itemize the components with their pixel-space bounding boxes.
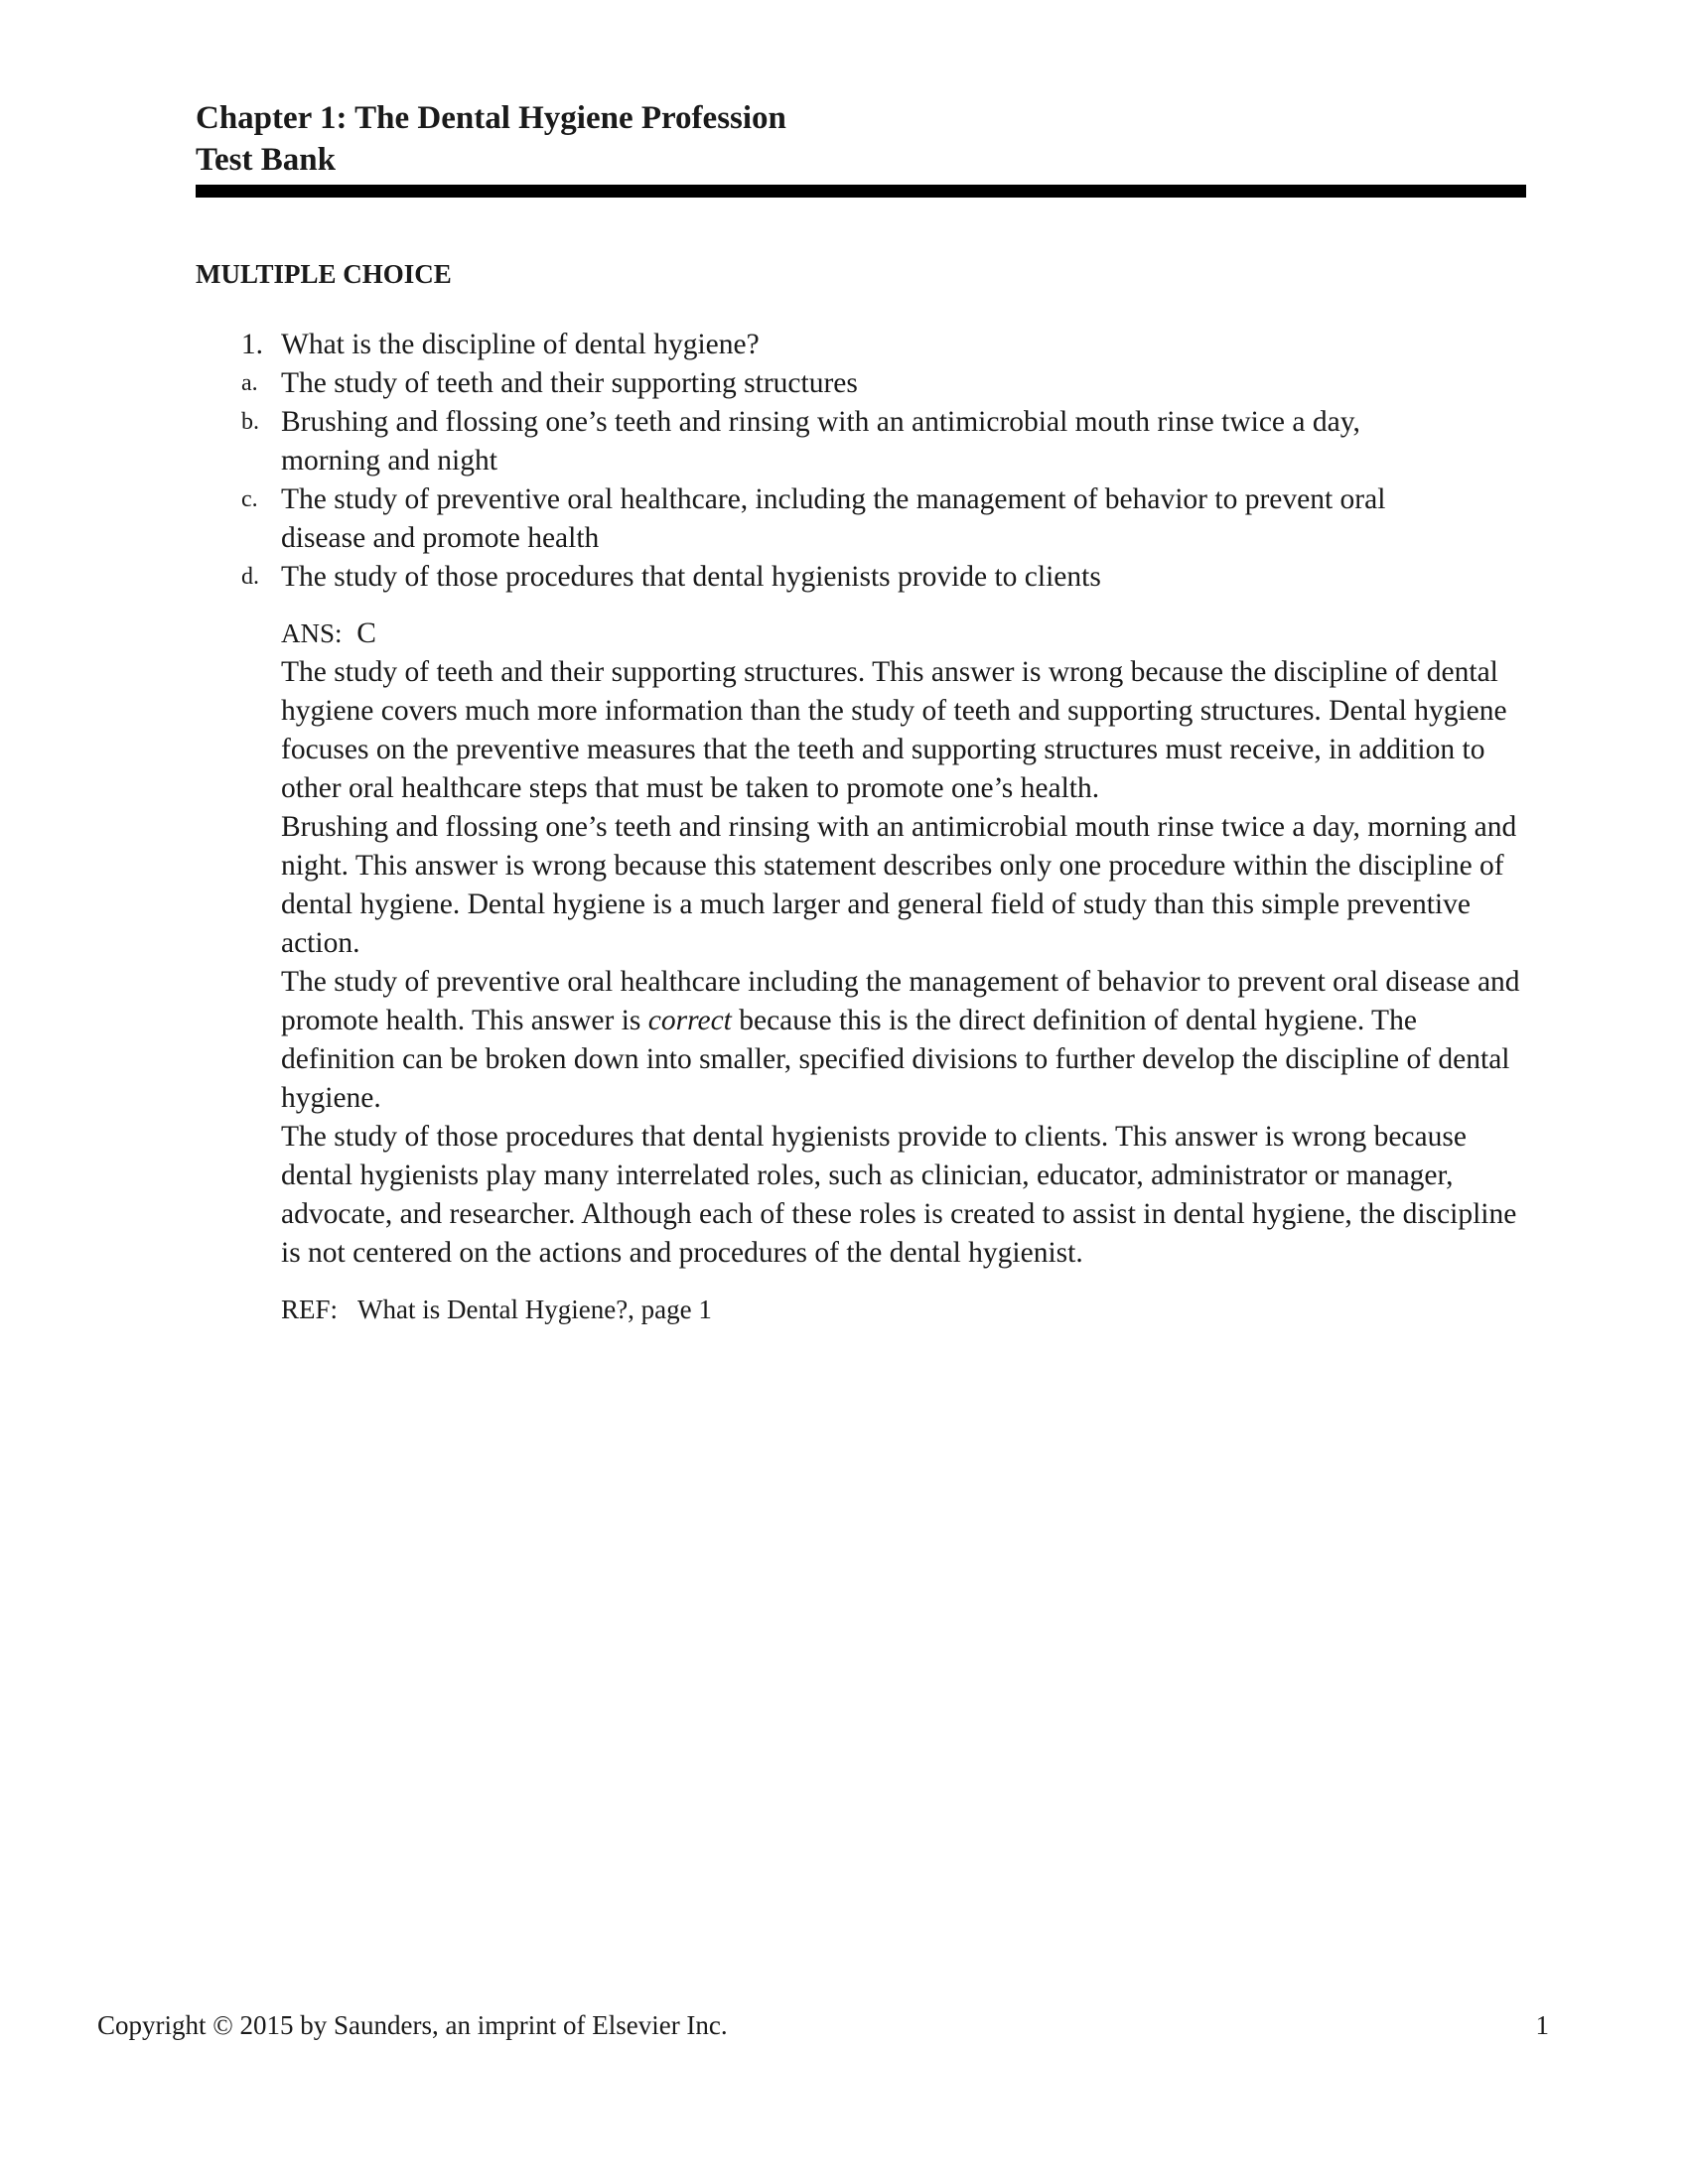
correct-emphasis: correct [647,1005,732,1036]
option-text: The study of those procedures that dental hygienists provide to clients [281,561,1101,593]
rationale-a: The study of teeth and their supporting structures. This answer is wrong because the discipline of dental hygiene covers much more information than the study of teeth and supporting structures. Dental hygiene focuses on the preventive measures that the teeth and supporting structures must receive, in addition to other oral healthcare steps that must be taken to promote one’s health. [281,656,1507,804]
header-divider [196,185,1526,198]
document-header [196,97,1526,181]
option-b [196,403,1531,480]
rationale-d: The study of those procedures that dental hygienists provide to clients. This answer is wrong because dental hygienists play many interrelated roles, such as clinician, educator, administrator or manager, advocate, and researcher. Although each of these roles is created to assist in dental hygiene, the discipline is not centered on the actions and procedures of the dental hygienist. [281,1121,1517,1269]
rationale-c: The study of preventive oral healthcare including the management of behavior to prevent oral disease and promote health. This answer is correct because this is the direct definition of dental hygiene. The definition can be broken down into smaller, specified divisions to further develop the discipline of dental hygiene. [281,966,1520,1114]
option-letter: c. [241,486,258,512]
option-letter: a. [241,370,258,396]
answer-value: C [356,617,376,649]
question-text: What is the discipline of dental hygiene? [281,329,760,360]
copyright-notice: Copyright © 2015 by Saunders, an imprint of Elsevier Inc. [97,2010,728,2040]
rationale [281,653,1531,1273]
question-number: 1. [240,329,263,360]
section-heading: MULTIPLE CHOICE [196,259,452,289]
rationale-b: Brushing and flossing one’s teeth and rinsing with an antimicrobial mouth rinse twice a day, morning and night. This answer is wrong because this statement describes only one procedure within the discipline of dental hygiene. Dental hygiene is a much larger and general field of study than this simple preventive action. [281,811,1517,959]
question-stem [196,326,1531,364]
ref-label: REF: [281,1295,339,1324]
question-block [196,326,1531,1329]
reference [281,1291,1531,1329]
option-text: The study of preventive oral healthcare, including the management of behavior to prevent oral disease and promote health [281,483,1386,554]
option-text: The study of teeth and their supporting structures [281,367,858,399]
answer-options [196,364,1531,597]
ref-value: What is Dental Hygiene?, page 1 [357,1295,712,1324]
answer-label: ANS: [281,618,343,648]
option-a [196,364,1531,403]
option-letter: b. [241,409,259,435]
option-c [196,480,1531,558]
page-footer [97,2007,1549,2043]
test-bank-subtitle: Test Bank [196,142,336,178]
option-d [196,558,1531,597]
answer-area [281,614,1531,1329]
page-number: 1 [1535,2010,1549,2040]
chapter-title: Chapter 1: The Dental Hygiene Profession [196,100,786,136]
option-text: Brushing and flossing one’s teeth and rinsing with an antimicrobial mouth rinse twice a day, morning and night [281,406,1360,477]
option-letter: d. [241,564,259,590]
answer-key [281,614,1531,653]
